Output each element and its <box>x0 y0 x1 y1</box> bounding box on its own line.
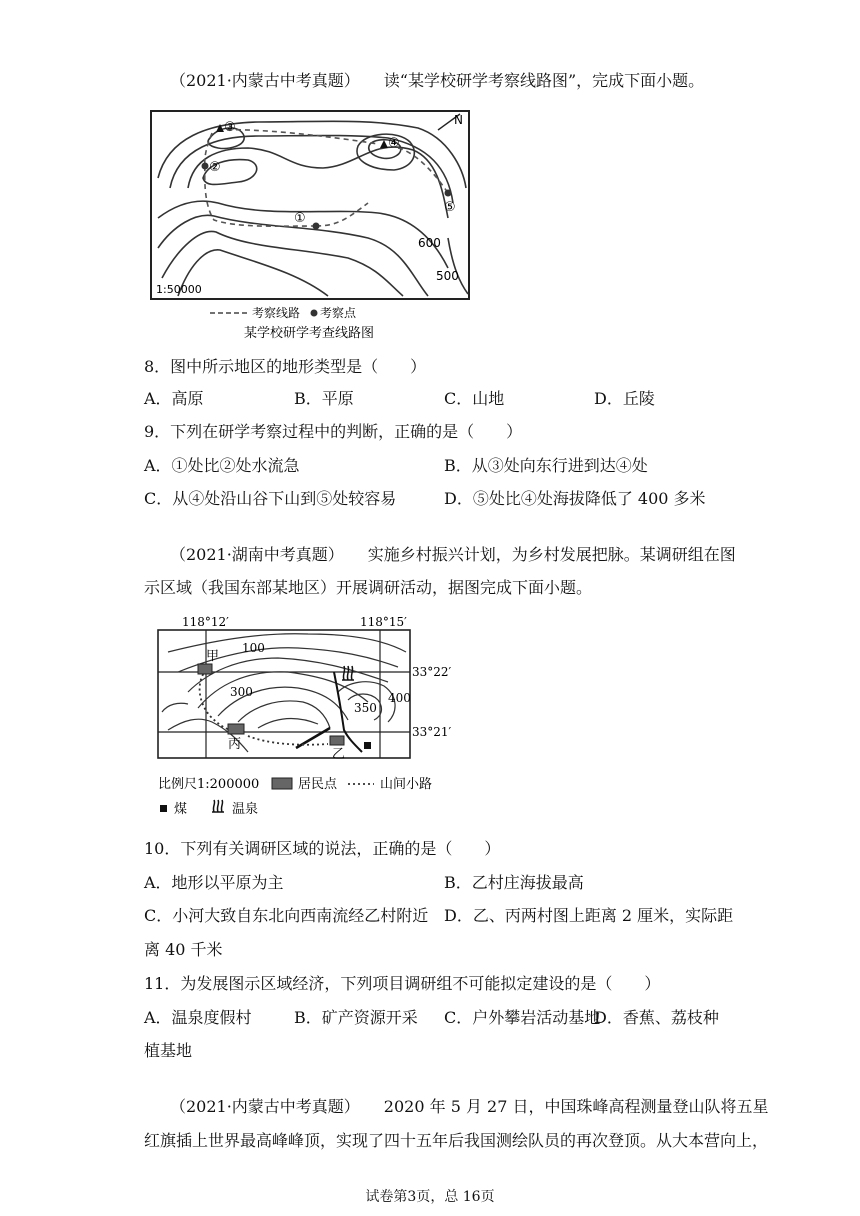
intro-2021-neimenggu-1: （2021·内蒙古中考真题） 读“某学校研学考察线路图”，完成下面小题。 <box>170 71 705 90</box>
q10-option-d-cont: 离 40 千米 <box>144 940 223 959</box>
q8-option-d: D．丘陵 <box>594 389 655 408</box>
north-arrow-label: N <box>454 113 463 127</box>
q10-stem: 10．下列有关调研区域的说法，正确的是（ ） <box>144 839 501 858</box>
contour-400: 400 <box>388 691 411 705</box>
q8-stem: 8．图中所示地区的地形类型是（ ） <box>144 357 427 376</box>
legend-settlement: 居民点 <box>298 777 338 792</box>
point-1: ① <box>294 211 306 226</box>
q11-option-a: A．温泉度假村 <box>144 1008 252 1027</box>
q8-option-a: A．高原 <box>144 389 204 408</box>
contour-600: 600 <box>418 236 441 250</box>
page-footer: 试卷第3页，总 16页 <box>365 1189 495 1205</box>
legend-path: 山间小路 <box>380 777 433 792</box>
point-4: ④ <box>388 136 400 151</box>
q9-stem: 9．下列在研学考察过程中的判断，正确的是（ ） <box>144 422 523 441</box>
q9-option-c: C．从④处沿山谷下山到⑤处较容易 <box>144 489 397 508</box>
point-3: ③ <box>224 120 236 135</box>
intro-2021-hunan-line1: （2021·湖南中考真题） 实施乡村振兴计划，为乡村发展把脉。某调研组在图 <box>170 545 736 564</box>
q9-option-b: B．从③处向东行进到达④处 <box>444 456 648 475</box>
lon-118-15: 118°15′ <box>360 615 407 629</box>
q11-option-d: D．香蕉、荔枝种 <box>594 1008 719 1027</box>
q8-option-c: C．山地 <box>444 389 505 408</box>
legend-hot-spring: 温泉 <box>232 802 259 817</box>
q11-option-c: C．户外攀岩活动基地 <box>444 1008 601 1027</box>
q10-option-b: B．乙村庄海拔最高 <box>444 873 584 892</box>
scale-label-200000: 比例尺1:200000 <box>158 777 260 792</box>
lat-33-22: 33°22′ <box>412 665 452 679</box>
point-5: ⑤ <box>444 200 456 215</box>
rural-survey-map <box>148 612 468 820</box>
q11-option-b: B．矿产资源开采 <box>294 1008 418 1027</box>
point-2: ② <box>209 160 221 175</box>
legend-route: 考察线路 <box>252 306 301 320</box>
q10-option-c: C．小河大致自东北向西南流经乙村附近 <box>144 906 429 925</box>
village-bing: 丙 <box>228 737 242 752</box>
research-route-map <box>148 108 478 344</box>
intro-2021-neimenggu-2-line1: （2021·内蒙古中考真题） 2020 年 5 月 27 日，中国珠峰高程测量登山队将五星 <box>170 1097 769 1116</box>
map-caption: 某学校研学考查线路图 <box>244 326 375 341</box>
intro-2021-hunan-line2: 示区域（我国东部某地区）开展调研活动，据图完成下面小题。 <box>144 578 593 597</box>
legend-point: 考察点 <box>320 306 357 320</box>
intro-2021-neimenggu-2-line2: 红旗插上世界最高峰峰顶，实现了四十五年后我国测绘队员的再次登顶。从大本营向上， <box>144 1131 769 1150</box>
q9-option-a: A．①处比②处水流急 <box>144 456 300 475</box>
lon-118-12: 118°12′ <box>182 615 229 629</box>
q10-option-d: D．乙、丙两村图上距离 2 厘米，实际距 <box>444 906 734 925</box>
q8-option-b: B．平原 <box>294 389 354 408</box>
q11-stem: 11．为发展图示区域经济，下列项目调研组不可能拟定建设的是（ ） <box>144 974 661 993</box>
scale-label: 1:50000 <box>156 283 202 296</box>
q10-option-a: A．地形以平原为主 <box>144 873 284 892</box>
q11-option-d-cont: 植基地 <box>144 1041 193 1060</box>
contour-500: 500 <box>436 269 459 283</box>
q9-option-d: D．⑤处比④处海拔降低了 400 多米 <box>444 489 706 508</box>
village-jia: 甲 <box>206 649 220 664</box>
legend-coal: 煤 <box>174 802 188 817</box>
contour-100: 100 <box>242 641 265 655</box>
contour-300: 300 <box>230 685 253 699</box>
lat-33-21: 33°21′ <box>412 725 452 739</box>
village-yi: 乙 <box>332 747 346 762</box>
contour-350: 350 <box>354 701 377 715</box>
